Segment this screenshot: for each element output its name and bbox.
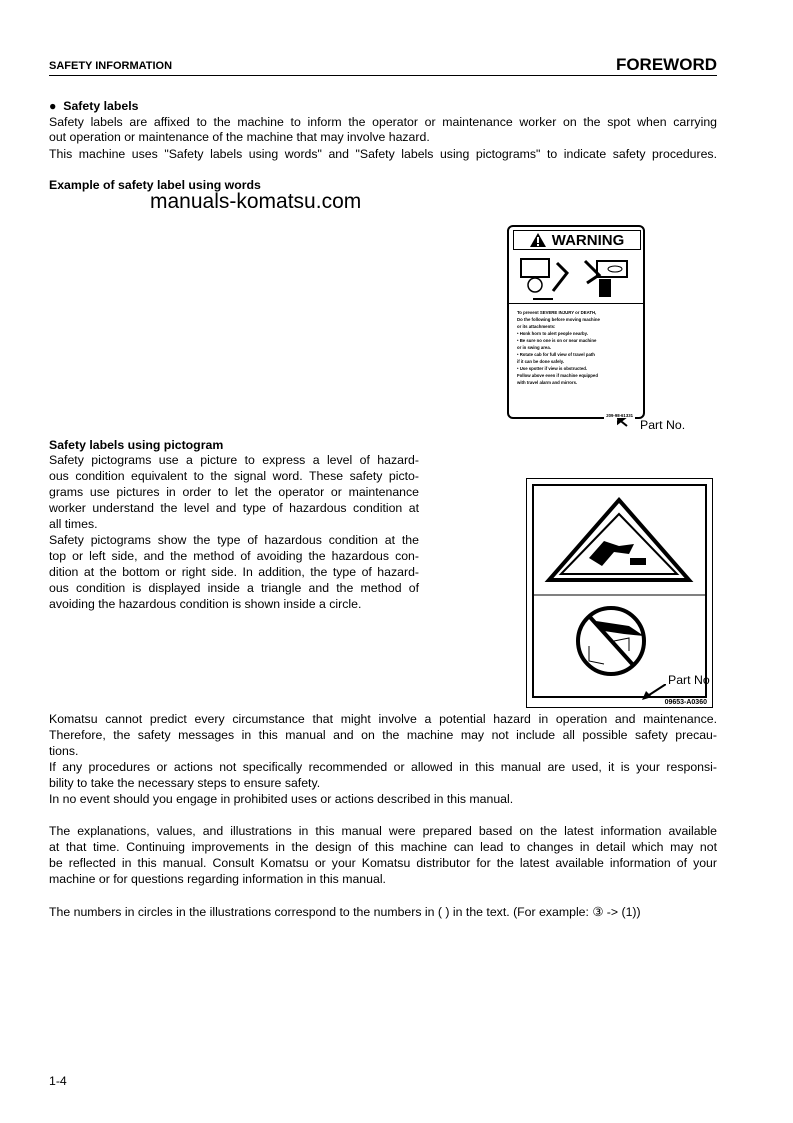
paragraph-line: Safety labels are affixed to the machine to inform the operator or maintenance worker on the spot when carrying — [49, 115, 717, 129]
warning-text-line: or its attachments: — [517, 324, 556, 329]
label-part-number: 209-98-61331 — [606, 413, 633, 418]
pictogram-heading: Safety labels using pictogram — [49, 438, 224, 452]
warning-text-line: • Use spotter if view is obstructed. — [517, 366, 588, 371]
warning-text-line: Follow above even if machine equipped — [517, 373, 598, 378]
paragraph-line: be reflected in this manual. Consult Komatsu or your Komatsu distributor for the latest available information of your — [49, 856, 717, 870]
warning-text — [517, 309, 639, 386]
warning-text-line: Do the following before moving machine — [517, 317, 600, 322]
prohibition-circle-icon — [578, 608, 644, 674]
page-number: 1-4 — [49, 1074, 67, 1088]
warning-triangle-icon — [530, 233, 546, 247]
paragraph-line: out operation or maintenance of the machine that may involve hazard. — [49, 130, 430, 144]
paragraph-line: avoiding the hazardous condition is shown inside a circle. — [49, 597, 362, 611]
warning-label-illustration — [507, 225, 645, 419]
paragraph-line: top or left side, and the method of avoiding the hazardous con- — [49, 549, 419, 563]
safety-labels-heading — [49, 99, 138, 114]
paragraph-line: This machine uses "Safety labels using words" and "Safety labels using pictograms" to indicate safety procedures. — [49, 147, 717, 161]
arrow-icon — [642, 684, 666, 700]
words-example-heading: Example of safety label using words — [49, 178, 261, 192]
label-divider — [509, 303, 643, 304]
paragraph-line: worker understand the level and type of hazardous condition at — [49, 501, 419, 515]
warning-text-line: • Be sure no one is on or near machine — [517, 338, 597, 343]
header-rule — [49, 75, 717, 76]
machine-hazard-icon — [515, 251, 637, 301]
warning-text-line: if it can be done safely. — [517, 359, 564, 364]
paragraph-line: bility to take the necessary steps to ensure safety. — [49, 776, 321, 790]
warning-text-line: or in swing area. — [517, 345, 551, 350]
paragraph-line: Therefore, the safety messages in this manual and on the machine may not include all possible safety precau- — [49, 728, 717, 742]
heading-text: Safety labels — [63, 99, 139, 113]
paragraph-line: tions. — [49, 744, 79, 758]
paragraph-line: Komatsu cannot predict every circumstance that might involve a potential hazard in operation and maintenance. — [49, 712, 717, 726]
paragraph-line: The numbers in circles in the illustrations correspond to the numbers in ( ) in the text. (For example: ③ -> (1)) — [49, 905, 641, 919]
warning-text-line: • Honk horn to alert people nearby. — [517, 331, 588, 336]
section-header: SAFETY INFORMATION — [49, 60, 173, 72]
paragraph-line: ous condition equivalent to the signal word. These safety picto- — [49, 469, 419, 483]
pictogram-part-number: 09653-A0360 — [664, 699, 707, 706]
paragraph-line: dition at the bottom or right side. In addition, the type of hazard- — [49, 565, 419, 579]
paragraph-line: grams use pictures in order to let the operator or maintenance — [49, 485, 419, 499]
paragraph-line: machine or for questions regarding information in this manual. — [49, 872, 386, 886]
pictogram-frame — [532, 484, 707, 706]
part-no-caption: Part No. — [640, 418, 686, 432]
warning-text-line: with travel alarm and mirrors. — [517, 380, 578, 385]
watermark: manuals-komatsu.com — [150, 190, 362, 213]
paragraph-line: Safety pictograms show the type of hazardous condition at the — [49, 533, 419, 547]
arrow-icon — [617, 418, 629, 428]
paragraph-line: at that time. Continuing improvements in the design of this machine can lead to changes in detail which may not — [49, 840, 717, 854]
hazard-triangle-icon — [549, 500, 689, 580]
bullet-icon: ● — [49, 99, 64, 113]
warning-text-line: To prevent SEVERE INJURY or DEATH, — [517, 310, 597, 315]
chapter-header: FOREWORD — [615, 55, 717, 74]
paragraph-line: The explanations, values, and illustrations in this manual were prepared based on the latest information available — [49, 824, 717, 838]
pictogram-svg — [534, 486, 705, 696]
paragraph-line: ous condition is displayed inside a triangle and the method of — [49, 581, 419, 595]
signal-word: WARNING — [551, 231, 625, 249]
warning-text-line: • Rotate cab for full view of travel path — [517, 352, 595, 357]
paragraph-line: If any procedures or actions not specifically recommended or allowed in this manual are used, it is your responsi- — [49, 760, 717, 774]
paragraph-line: Safety pictograms use a picture to express a level of hazard- — [49, 453, 419, 467]
part-no-caption: Part No — [668, 673, 710, 687]
warning-banner — [513, 230, 641, 250]
paragraph-line: all times. — [49, 517, 98, 531]
paragraph-line: In no event should you engage in prohibited uses or actions described in this manual. — [49, 792, 514, 806]
